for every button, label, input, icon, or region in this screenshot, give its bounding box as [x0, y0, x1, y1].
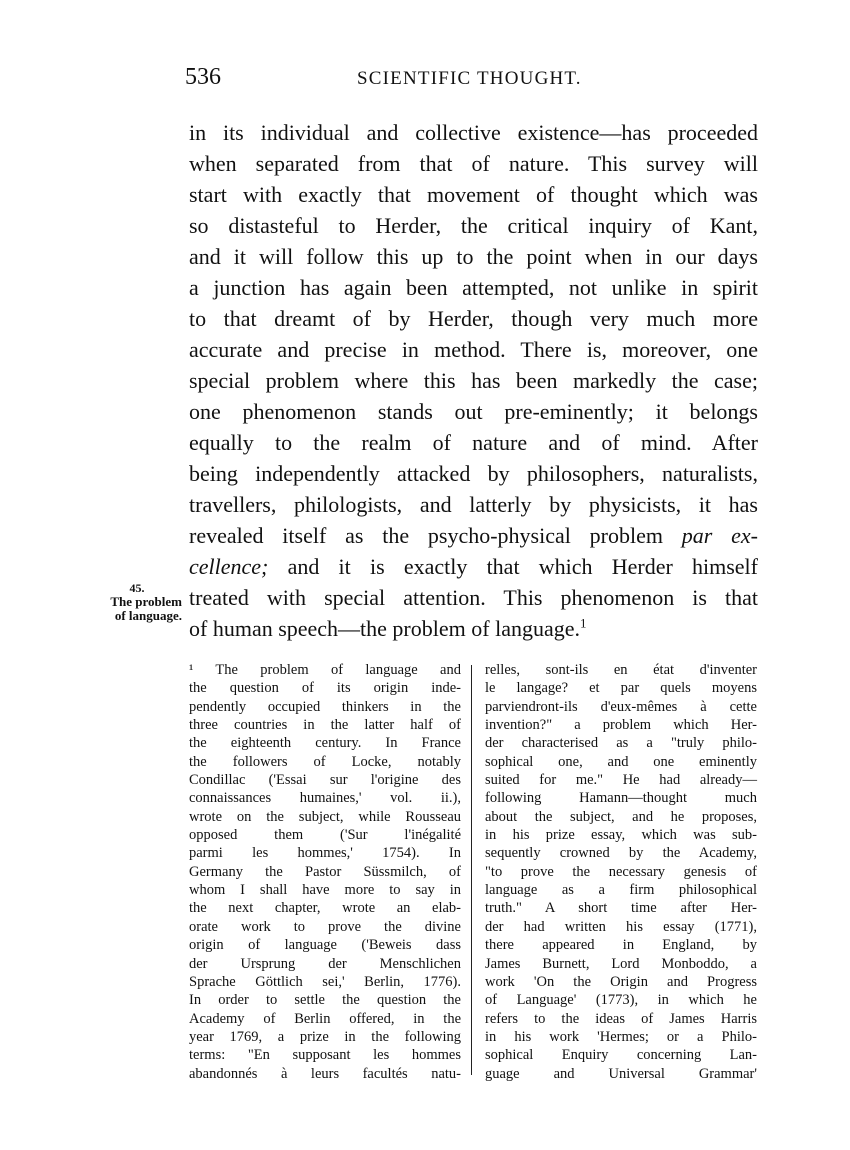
footnote-area [189, 661, 759, 1081]
footnote-line: whom I shall have more to say in [189, 882, 461, 899]
footnote-line: sophical Enquiry concerning Lan- [485, 1047, 757, 1064]
footnote-line: about the subject, and he proposes, [485, 808, 757, 825]
footnote-line: James Burnett, Lord Monboddo, a [485, 955, 757, 972]
footnote-line: orate work to prove the divine [189, 918, 461, 935]
footnote-line: parmi les hommes,' 1754). In [189, 845, 461, 862]
footnote-line: guage and Universal Grammar' [485, 1065, 757, 1082]
body-line-mixed [189, 551, 758, 582]
footnote-line: the followers of Locke, notably [189, 753, 461, 770]
body-line: to that dreamt of by Herder, though very much more [189, 306, 758, 331]
italic-text: cellence; [189, 554, 269, 579]
section-number: 45. [129, 581, 145, 595]
footnote-line: In order to settle the question the [189, 992, 461, 1009]
footnote-line: the question of its origin inde- [189, 680, 461, 697]
footnote-column-right [485, 661, 757, 1083]
footnote-line: the next chapter, wrote an elab- [189, 900, 461, 917]
footnote-line: following Hamann—thought much [485, 790, 757, 807]
footnote-line: Condillac ('Essai sur l'origine des [189, 772, 461, 789]
footnote-line: invention?" a problem which Her- [485, 717, 757, 734]
footnote-line: in his work 'Hermes; or a Philo- [485, 1028, 757, 1045]
footnote-line: three countries in the latter half of [189, 717, 461, 734]
body-line: start with exactly that movement of thought which was [189, 182, 758, 207]
footnote-line: der had written his essay (1771), [485, 918, 757, 935]
footnote-line: le langage? et par quels moyens [485, 680, 757, 697]
footnote-line: Academy of Berlin offered, in the [189, 1010, 461, 1027]
page-number: 536 [185, 64, 221, 90]
body-line: treated with special attention. This phenomenon is that [189, 585, 758, 610]
italic-text: par ex- [681, 523, 758, 548]
body-line: when separated from that of nature. This survey will [189, 151, 758, 176]
footnote-line: ¹ The problem of language and [189, 662, 461, 678]
footnote-line: origin of language ('Beweis dass [189, 937, 461, 954]
footnote-line: truth." A short time after Her- [485, 900, 757, 917]
footnote-line: "to prove the necessary genesis of [485, 863, 757, 880]
body-line: being independently attacked by philosophers, naturalists, [189, 461, 758, 486]
body-line-last [189, 613, 758, 644]
body-line: and it will follow this up to the point when in our days [189, 244, 758, 269]
footnote-line: the eighteenth century. In France [189, 735, 461, 752]
body-line: accurate and precise in method. There is, moreover, one [189, 337, 758, 362]
running-head: SCIENTIFIC THOUGHT. [357, 68, 582, 89]
footnote-line: terms: "En supposant les hommes [189, 1047, 461, 1064]
footnote-line: sophical one, and one eminently [485, 753, 757, 770]
footnote-line: connaissances humaines,' vol. ii.), [189, 790, 461, 807]
sidenote-line: of language. [114, 608, 182, 623]
footnote-line: refers to the ideas of James Harris [485, 1010, 757, 1027]
footnote-line: opposed them ('Sur l'inégalité [189, 827, 461, 844]
footnote-line: suited for me." He had already— [485, 772, 757, 789]
footnote-line: language as a firm philosophical [485, 882, 757, 899]
footnote-line: of Language' (1773), in which he [485, 992, 757, 1009]
footnote-line: pendently occupied thinkers in the [189, 698, 461, 715]
footnote-line: in his prize essay, which was sub- [485, 827, 757, 844]
body-line: special problem where this has been markedly the case; [189, 368, 758, 393]
footnote-line: der Ursprung der Menschlichen [189, 955, 461, 972]
sidenote-line: The problem [110, 594, 182, 609]
body-text-span: of human speech—the problem of language. [189, 616, 580, 641]
footnote-line: Germany the Pastor Süssmilch, of [189, 863, 461, 880]
page-header [185, 64, 760, 94]
footnote-line: abandonnés à leurs facultés natu- [189, 1065, 461, 1082]
footnote-line: sequently crowned by the Academy, [485, 845, 757, 862]
footnote-line: work 'On the Origin and Progress [485, 973, 757, 990]
body-text-span: and it is exactly that which Herder himself [287, 554, 758, 579]
body-text-span: revealed itself as the psycho-physical problem [189, 523, 663, 548]
footnote-column-left [189, 661, 461, 1083]
body-line-mixed [189, 520, 758, 551]
body-text [189, 117, 758, 644]
footnote-line: relles, sont-ils en état d'inventer [485, 662, 757, 678]
footnote-line: there appeared in England, by [485, 937, 757, 954]
column-divider [471, 665, 472, 1075]
body-line: equally to the realm of nature and of mind. After [189, 430, 758, 455]
footnote-line: der characterised as a "truly philo- [485, 735, 757, 752]
body-line: one phenomenon stands out pre-eminently; it belongs [189, 399, 758, 424]
footnote-line: Sprache Göttlich sei,' Berlin, 1776). [189, 973, 461, 990]
body-line: travellers, philologists, and latterly by physicists, it has [189, 492, 758, 517]
body-line: so distasteful to Herder, the critical inquiry of Kant, [189, 213, 758, 238]
footnote-line: parviendront-ils d'eux-mêmes à cette [485, 698, 757, 715]
margin-sidenote [92, 581, 182, 623]
footnote-marker: 1 [579, 615, 587, 631]
body-line: in its individual and collective existence—has proceeded [189, 120, 758, 145]
body-line: a junction has again been attempted, not unlike in spirit [189, 275, 758, 300]
footnote-line: wrote on the subject, while Rousseau [189, 808, 461, 825]
footnote-line: year 1769, a prize in the following [189, 1028, 461, 1045]
